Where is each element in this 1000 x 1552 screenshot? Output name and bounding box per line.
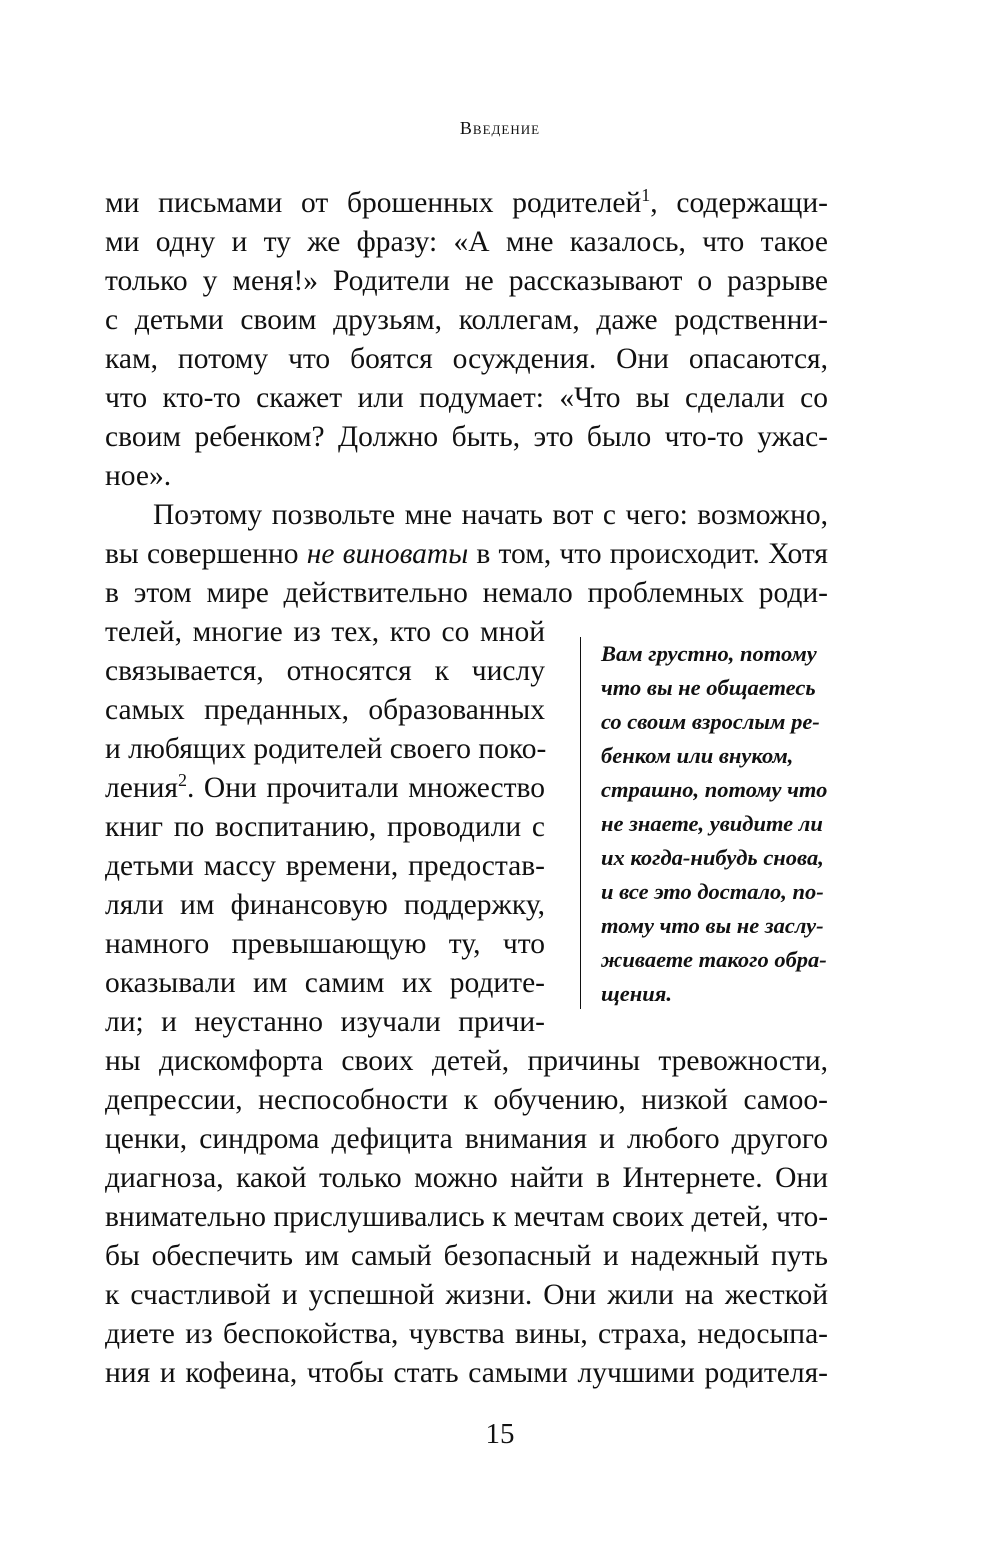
- text-line: ления$^2$. Они прочитали множество: [105, 770, 545, 804]
- text-line: внимательно прислушивались к мечтам своих детей, что-: [105, 1201, 829, 1233]
- pull-quote-line: со своим взрослым ре-: [601, 709, 820, 734]
- text-line: бы обеспечить им самый безопасный и надежный путь: [105, 1240, 828, 1272]
- text-line: ное».: [105, 460, 172, 492]
- pull-quote-line: не знаете, увидите ли: [601, 811, 823, 836]
- text-line: книг по воспитанию, проводили с: [105, 811, 545, 843]
- pull-quote-line: живаете такого обра-: [601, 947, 827, 972]
- text-line: вы совершенно не виноваты в том, что происходит. Хотя: [105, 538, 828, 570]
- text-line: ляли им финансовую поддержку,: [105, 889, 545, 921]
- running-head: Введение: [459, 118, 541, 138]
- text-line: кам, потому что боятся осуждения. Они опасаются,: [105, 343, 828, 375]
- text-line: диагноза, какой только можно найти в Интернете. Они: [105, 1162, 828, 1194]
- text-line: ли; и неустанно изучали причи-: [105, 1006, 545, 1038]
- emphasis: не виноваты: [306, 538, 469, 570]
- footnote-ref[interactable]: 2: [177, 770, 187, 791]
- text-line: ми одну и ту же фразу: «А мне казалось, что такое: [105, 226, 828, 258]
- pull-quote-line: Вам грустно, потому: [601, 641, 817, 666]
- text-line: ценки, синдрома дефицита внимания и любого другого: [105, 1123, 828, 1155]
- text-line: связывается, относятся к числу: [105, 655, 545, 687]
- text-line: диете из беспокойства, чувства вины, страха, недосыпа-: [105, 1318, 828, 1350]
- page-number: 15: [485, 1418, 515, 1450]
- text-line: оказывали им самим их родите-: [105, 967, 545, 999]
- text-line: своим ребенком? Должно быть, это было что-то ужас-: [105, 421, 828, 453]
- text-line: ны дискомфорта своих детей, причины тревожности,: [105, 1045, 828, 1077]
- text-line: детьми массу времени, предостав-: [105, 850, 545, 882]
- text-line: депрессии, неспособности к обучению, низкой самоо-: [105, 1084, 828, 1116]
- text-line: телей, многие из тех, кто со мной: [105, 616, 545, 648]
- pull-quote-line: и все это достало, по-: [601, 879, 824, 904]
- text-line: Поэтому позвольте мне начать вот с чего: возможно,: [153, 499, 828, 531]
- text-line: самых преданных, образованных: [105, 694, 545, 726]
- text-line: к счастливой и успешной жизни. Они жили на жесткой: [105, 1279, 828, 1311]
- text-line: ми письмами от брошенных родителей$^1$, содержащи-: [105, 185, 828, 219]
- pull-quote-line: тому что вы не заслу-: [601, 913, 824, 938]
- pull-quote-line: их когда-нибудь снова,: [601, 845, 824, 870]
- text-line: намного превышающую ту, что: [105, 928, 545, 960]
- text-line: что кто-то скажет или подумает: «Что вы сделали со: [105, 382, 828, 414]
- pull-quote-line: бенком или внуком,: [601, 743, 794, 768]
- text-line: в этом мире действительно немало проблемных роди-: [105, 577, 828, 609]
- pull-quote: [580, 637, 881, 1009]
- text-line: только у меня!» Родители не рассказывают о разрыве: [105, 265, 828, 297]
- footnote-ref[interactable]: 1: [641, 185, 651, 206]
- text-line: ния и кофеина, чтобы стать самыми лучшими родителя-: [105, 1357, 828, 1389]
- pull-quote-line: щения.: [601, 981, 672, 1006]
- text-line: с детьми своим друзьям, коллегам, даже родственни-: [105, 304, 828, 336]
- pull-quote-line: что вы не общаетесь: [601, 675, 816, 700]
- text-line: и любящих родителей своего поко-: [105, 733, 547, 765]
- pull-quote-line: страшно, потому что: [601, 777, 828, 802]
